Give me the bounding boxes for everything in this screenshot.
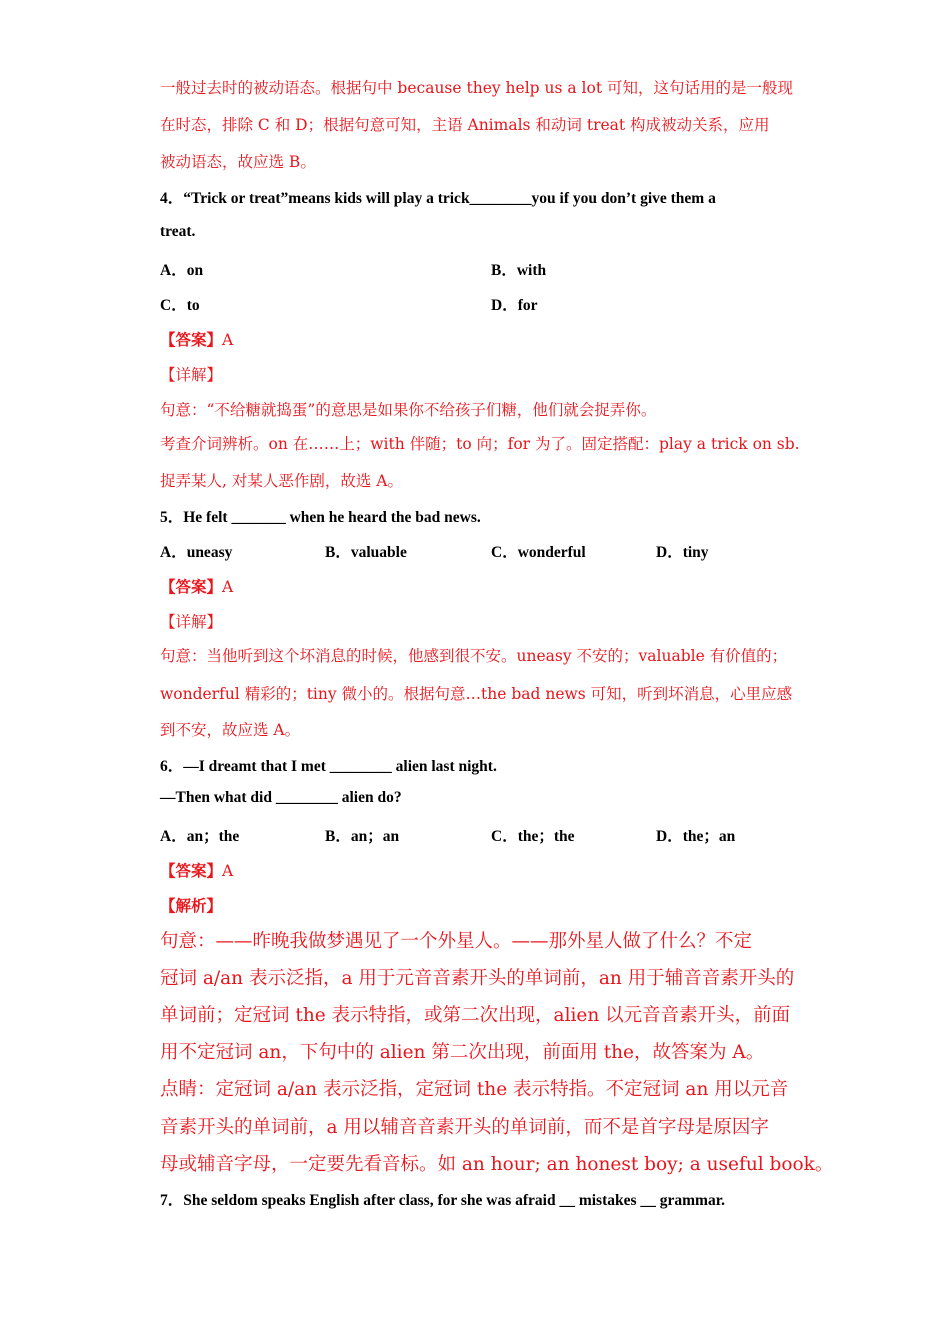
question-5-option-b: B．valuable [325,544,407,561]
question-4-option-d: D．for [491,297,538,314]
answer-label: 【答案】 [160,861,223,880]
explanation-line: 点睛：定冠词 a/an 表示泛指，定冠词 the 表示特指。不定冠词 an 用以元音 [160,1079,789,1100]
question-4-option-b: B．with [491,262,547,279]
answer-value: A [222,862,234,880]
question-6-answer [160,859,233,881]
explanation-line: 被动语态，故应选 B。 [160,153,316,171]
answer-value: A [222,578,234,596]
question-5-option-a: A．uneasy [160,544,233,561]
explanation-line: 母或辅音字母，一定要先看音标。如 an hour; an honest boy; a useful book。 [160,1154,834,1175]
explanation-line: 一般过去时的被动语态。根据句中 because they help us a lot 可知，这句话用的是一般现 [160,79,793,97]
question-6-option-d: D．the；an [656,828,736,845]
question-6-stem: 6．—I dreamt that I met ________ alien last night. [160,758,497,775]
question-6-explain-label: 【解析】 [160,896,223,915]
question-5-option-c: C．wonderful [491,544,586,561]
question-6-option-c: C．the；the [491,828,575,845]
explanation-line: 到不安，故应选 A。 [160,721,301,739]
question-6-option-a: A．an；the [160,828,240,845]
explanation-line: 用不定冠词 an，下句中的 alien 第二次出现，前面用 the，故答案为 A。 [160,1042,765,1063]
question-6-stem-cont: —Then what did ________ alien do? [160,789,402,806]
question-5-stem: 5．He felt _______ when he heard the bad news. [160,509,481,526]
question-5-explain-label: 【详解】 [160,613,223,631]
question-6-option-b: B．an；an [325,828,400,845]
explanation-line: 音素开头的单词前，a 用以辅音音素开头的单词前，而不是首字母是原因字 [160,1117,769,1138]
explanation-line: 句意：——昨晚我做梦遇见了一个外星人。——那外星人做了什么？不定 [160,931,753,952]
question-4-option-c: C．to [160,297,200,314]
question-4-explain-label: 【详解】 [160,366,223,384]
question-4-option-a: A．on [160,262,204,279]
answer-value: A [222,331,234,349]
explanation-line: wonderful 精彩的；tiny 微小的。根据句意…the bad news 可知，听到坏消息，心里应感 [160,685,793,703]
explanation-line: 冠词 a/an 表示泛指，a 用于元音音素开头的单词前，an 用于辅音音素开头的 [160,968,795,989]
question-5-option-d: D．tiny [656,544,709,561]
question-4-answer [160,328,233,350]
explanation-line: 考查介词辨析。on 在……上；with 伴随；to 向；for 为了。固定搭配：play a trick on sb. [160,435,800,453]
question-7-stem: 7．She seldom speaks English after class, for she was afraid __ mistakes __ grammar. [160,1192,726,1209]
question-4-stem: 4．“Trick or treat”means kids will play a trick________you if you don’t give them a [160,190,716,207]
answer-label: 【答案】 [160,330,223,349]
explanation-line: 单词前；定冠词 the 表示特指，或第二次出现，alien 以元音音素开头，前面 [160,1005,791,1026]
answer-label: 【答案】 [160,577,223,596]
explanation-line: 在时态，排除 C 和 D；根据句意可知，主语 Animals 和动词 treat 构成被动关系，应用 [160,116,770,134]
question-4-stem-cont: treat. [160,223,196,240]
explanation-line: 捉弄某人, 对某人恶作剧，故选 A。 [160,472,403,490]
explanation-line: 句意：当他听到这个坏消息的时候，他感到很不安。uneasy 不安的；valuable 有价值的； [160,647,788,665]
question-5-answer [160,575,233,597]
explanation-line: 句意：“不给糖就捣蛋”的意思是如果你不给孩子们糖，他们就会捉弄你。 [160,401,657,419]
